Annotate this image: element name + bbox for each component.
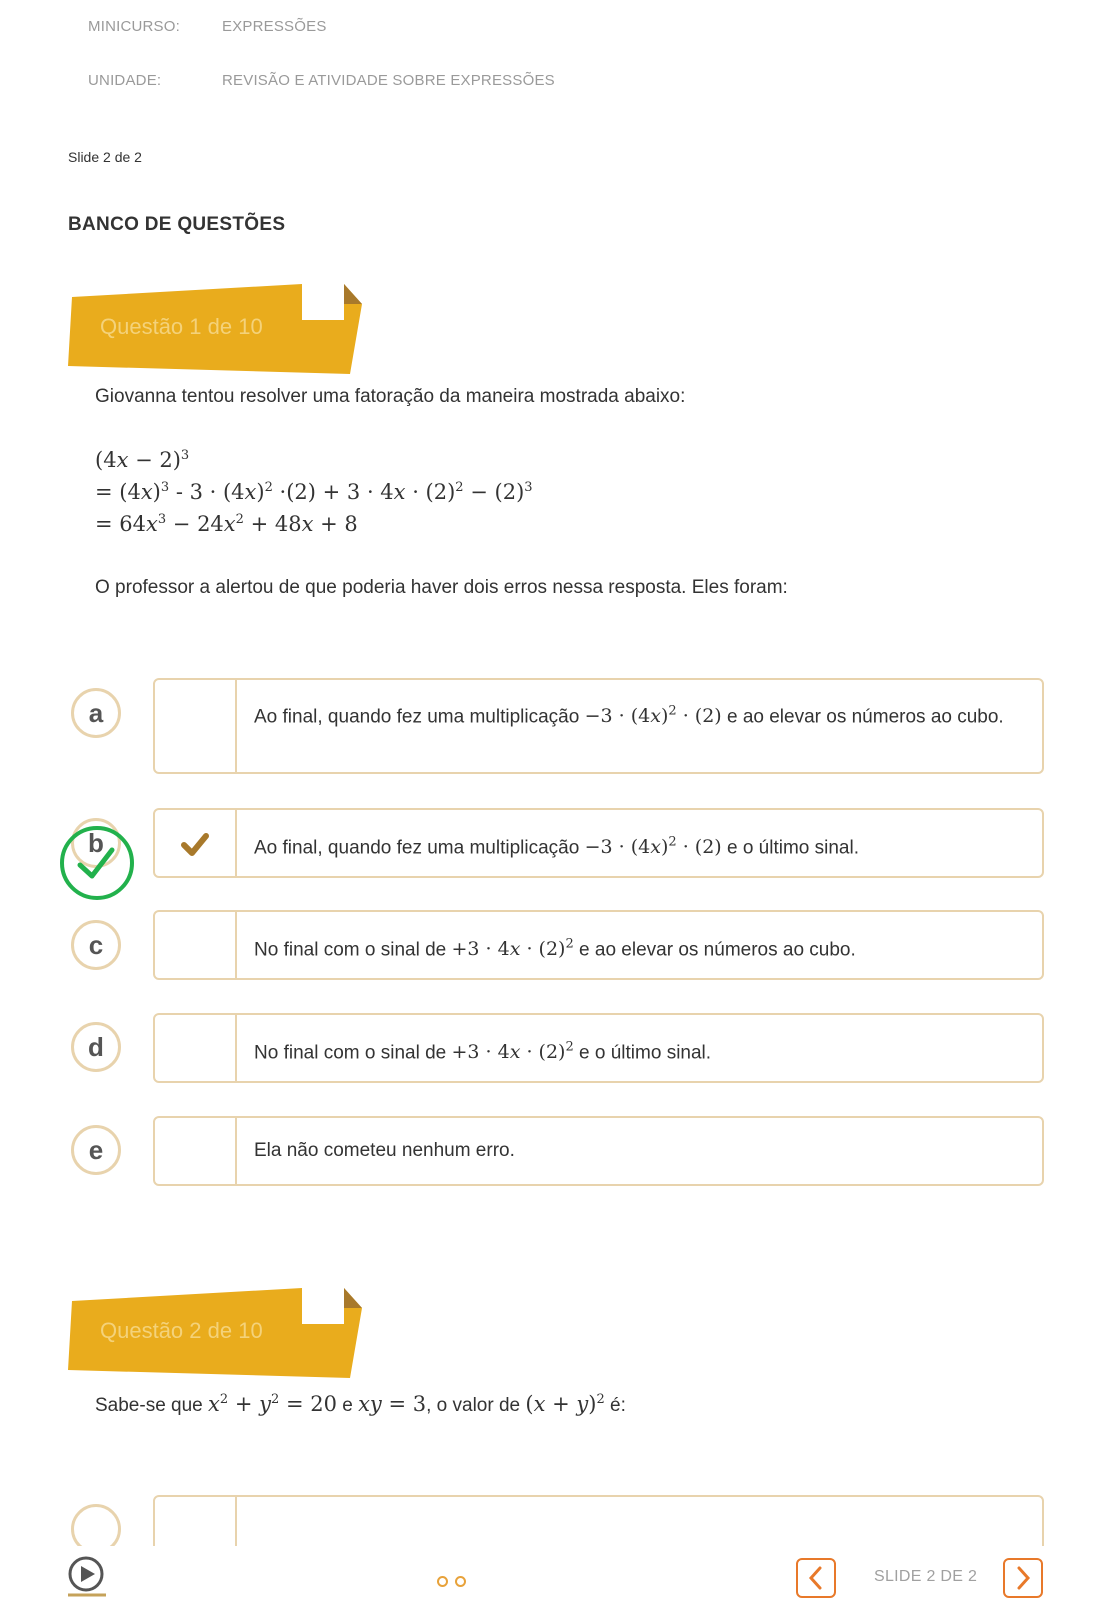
equation-line-1: $(4x - 2)^3$ <box>95 448 190 472</box>
question-banner <box>68 1288 368 1378</box>
selected-checkmark-icon <box>64 830 130 896</box>
option-check-cell[interactable] <box>155 1015 237 1081</box>
option-e[interactable] <box>153 1116 1044 1186</box>
option-letter-a[interactable]: a <box>71 688 121 738</box>
question-title: Questão 2 de 10 <box>100 1318 263 1343</box>
slide-counter: Slide 2 de 2 <box>68 149 142 165</box>
option-text: No final com o sinal de $+3 \cdot 4x \cdot (2)^2$ e ao elevar os números ao cubo. <box>254 937 856 961</box>
checkmark-icon <box>155 810 235 876</box>
slide-indicator: SLIDE 2 DE 2 <box>874 1568 978 1585</box>
option-letter-e[interactable]: e <box>71 1125 121 1175</box>
question-prompt: O professor a alertou de que poderia haver dois erros nessa resposta. Eles foram: <box>95 577 788 598</box>
course-value: EXPRESSÕES <box>222 18 327 35</box>
option-text: Ela não cometeu nenhum erro. <box>254 1140 515 1161</box>
option-c[interactable] <box>153 910 1044 980</box>
chevron-left-icon <box>806 1565 826 1591</box>
question-stem: Sabe-se que $x^2 + y^2 = 20$ e xy = 3, o valor de $(x + y)^2$ é: <box>95 1392 626 1416</box>
option-text: Ao final, quando fez uma multiplicação $-3 \cdot (4x)^2 \cdot (2)$ e ao elevar os números ao cubo. <box>254 704 1004 728</box>
option-letter-d[interactable]: d <box>71 1022 121 1072</box>
option-check-cell[interactable] <box>155 912 237 978</box>
option-check-cell[interactable] <box>155 810 237 876</box>
option-check-cell[interactable] <box>155 680 237 772</box>
pager-dot-2[interactable] <box>455 1576 466 1587</box>
next-slide-button[interactable] <box>1003 1558 1043 1598</box>
option-b[interactable] <box>153 808 1044 878</box>
chevron-right-icon <box>1013 1565 1033 1591</box>
option-text: No final com o sinal de $+3 \cdot 4x \cdot (2)^2$ e o último sinal. <box>254 1040 712 1064</box>
equation-line-2: = $(4x)^3 - 3 \cdot (4x)^2 \cdot(2) + 3 \cdot 4x \cdot (2)^2 - (2)^3$ <box>95 480 533 504</box>
question-title: Questão 1 de 10 <box>100 314 263 339</box>
option-text: Ao final, quando fez uma multiplicação $-3 \cdot (4x)^2 \cdot (2)$ e o último sinal. <box>254 835 859 859</box>
pager-dot-1[interactable] <box>437 1576 448 1587</box>
equation-line-3: = $64x^3 - 24x^2 + 48x + 8$ <box>95 512 358 536</box>
prev-slide-button[interactable] <box>796 1558 836 1598</box>
option-letter-c[interactable]: c <box>71 920 121 970</box>
option-a[interactable] <box>153 678 1044 774</box>
unit-value: REVISÃO E ATIVIDADE SOBRE EXPRESSÕES <box>222 72 555 89</box>
option-d[interactable] <box>153 1013 1044 1083</box>
section-title: BANCO DE QUESTÕES <box>68 214 286 235</box>
video-player-icon <box>66 1554 108 1598</box>
option-check-cell[interactable] <box>155 1118 237 1184</box>
selected-ring <box>60 826 134 900</box>
question-banner <box>68 284 368 374</box>
question-stem: Giovanna tentou resolver uma fatoração da maneira mostrada abaixo: <box>95 386 686 407</box>
unit-label: UNIDADE: <box>88 72 162 89</box>
option-letter-b[interactable]: b <box>71 818 121 868</box>
video-player-button[interactable] <box>66 1554 108 1598</box>
course-label: MINICURSO: <box>88 18 180 35</box>
